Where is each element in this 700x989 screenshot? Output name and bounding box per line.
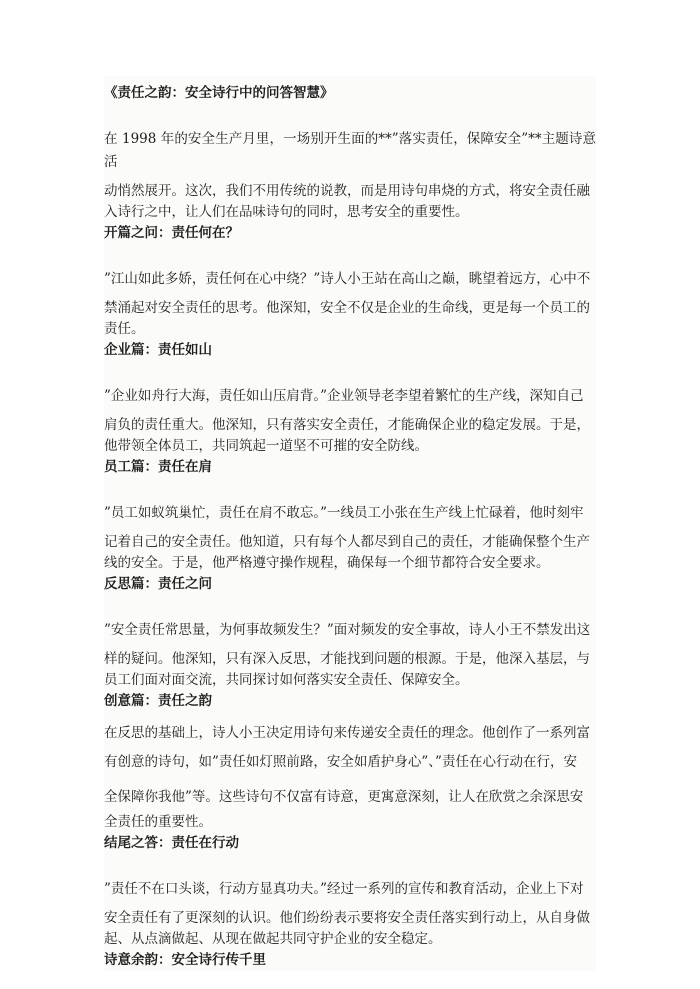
section-4-line-1: ”安全责任常思量，为何事故频发生？”面对频发的安全事故，诗人小王不禁发出这 bbox=[104, 622, 591, 638]
intro-line-2: 动悄然展开。这次，我们不用传统的说教，而是用诗句串烧的方式，将安全责任融 bbox=[104, 183, 590, 199]
section-5-line-1: 在反思的基础上，诗人小王决定用诗句来传递安全责任的理念。他创作了一系列富 bbox=[104, 725, 590, 741]
spacer bbox=[104, 712, 596, 722]
section-3-line-1: ”员工如蚁筑巢忙，责任在肩不敢忘。”一线员工小张在生产线上忙碌着，他时刻牢 bbox=[104, 505, 584, 521]
spacer bbox=[104, 361, 596, 385]
section-1-line-2: 禁涌起对安全责任的思考。他深知，安全不仅是企业的生命线，更是每一个员工的 bbox=[104, 300, 590, 316]
section-5-line-4: 全责任的重要性。 bbox=[104, 814, 212, 830]
section-6-line-3: 起、从点滴做起、从现在做起共同守护企业的安全稳定。 bbox=[104, 931, 442, 947]
section-heading-3: 员工篇：责任在肩 bbox=[104, 459, 212, 475]
section-heading-4: 反思篇：责任之问 bbox=[104, 576, 212, 592]
section-5-line-2: 有创意的诗句，如”责任如灯照前路，安全如盾护身心”、”责任在心行动在行，安 bbox=[104, 754, 577, 770]
section-3-line-2: 记着自己的安全责任。他知道，只有每个人都尽到自己的责任，才能确保整个生产 bbox=[104, 534, 590, 550]
spacer bbox=[104, 478, 596, 502]
section-6-line-1: ”责任不在口头谈，行动方显真功夫。”经过一系列的宣传和教育活动，企业上下对 bbox=[104, 881, 584, 897]
section-heading-6: 结尾之答：责任在行动 bbox=[104, 835, 239, 851]
section-1-line-3: 责任。 bbox=[104, 321, 145, 337]
intro-line-3: 入诗行之中，让人们在品味诗句的同时，思考安全的重要性。 bbox=[104, 204, 469, 220]
section-6-line-2: 安全责任有了更深刻的认识。他们纷纷表示要将安全责任落实到行动上，从自身做 bbox=[104, 910, 590, 926]
section-heading-5: 创意篇：责任之韵 bbox=[104, 693, 212, 709]
spacer bbox=[104, 104, 596, 128]
section-heading-1: 开篇之问：责任何在？ bbox=[104, 225, 239, 241]
section-4-line-3: 员工们面对面交流，共同探讨如何落实安全责任、保障安全。 bbox=[104, 672, 469, 688]
section-2-line-3: 他带领全体员工，共同筑起一道坚不可摧的安全防线。 bbox=[104, 438, 428, 454]
section-1-line-1: ”江山如此多娇，责任何在心中绕？”诗人小王站在高山之巅，眺望着远方，心中不 bbox=[104, 271, 591, 287]
spacer bbox=[104, 595, 596, 619]
intro-line-1: 在 1998 年的安全生产月里，一场别开生面的**”落实责任，保障安全”**主题诗意活 bbox=[104, 131, 596, 170]
section-3-line-3: 线的安全。于是，他严格遵守操作规程，确保每一个细节都符合安全要求。 bbox=[104, 555, 550, 571]
section-4-line-2: 样的疑问。他深知，只有深入反思，才能找到问题的根源。于是，他深入基层，与 bbox=[104, 651, 590, 667]
section-5-line-3: 全保障你我他”等。这些诗句不仅富有诗意，更寓意深刻，让人在欣赏之余深思安 bbox=[104, 789, 584, 805]
document-title: 《责任之韵：安全诗行中的问答智慧》 bbox=[104, 85, 334, 101]
section-2-line-2: 肩负的责任重大。他深知，只有落实安全责任，才能确保企业的稳定发展。于是， bbox=[104, 417, 590, 433]
section-2-line-1: ”企业如舟行大海，责任如山压肩背。”企业领导老李望着繁忙的生产线，深知自己 bbox=[104, 388, 584, 404]
document-body bbox=[104, 76, 596, 971]
spacer bbox=[104, 854, 596, 878]
section-heading-7: 诗意余韵：安全诗行传千里 bbox=[104, 952, 266, 968]
section-heading-2: 企业篇：责任如山 bbox=[104, 342, 212, 358]
spacer bbox=[104, 244, 596, 268]
